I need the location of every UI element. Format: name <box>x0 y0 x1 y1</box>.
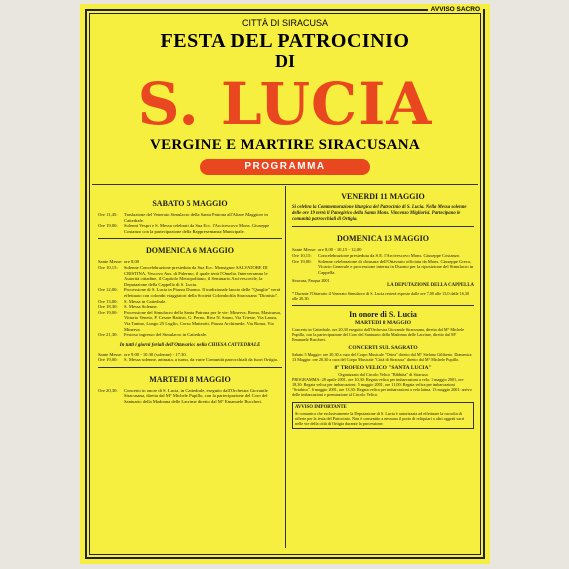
schedule-text: Concerto in onore di S. Lucia, in Cattedrale, eseguito dall'Orchestra Giovanile Siracusana, diretta dal M° Michele Pupillo, con la partecipazione del Coro del Santuario della Madonna delle Lacrime diretto dal M° Emanuele Buccheri. <box>124 387 268 405</box>
schedule-row <box>98 212 282 223</box>
schedule-row <box>98 287 282 298</box>
day-heading-domenica: DOMENICA 6 MAGGIO <box>146 246 234 256</box>
schedule-text: Processione di S. Lucia in Piazza Duomo. Il tradizionale lancio delle "Quaglie" verrà effettuato con colombi viaggiatori della Società Colombofila Siracusana "Dionisio". <box>124 287 281 298</box>
note-text: * Durante l'Ottavario il Venerato Simulacro di S. Lucia resterà esposto dalle ore 7,00 alle 13,0 dalle 16,30 alle 20,30. <box>292 290 470 301</box>
schedule-list-martedi <box>98 388 282 405</box>
schedule-time: Sante Messe: <box>98 351 123 357</box>
schedule-text: Processione del Simulacro della Santa Patrona per le vie: Minerva, Roma, Mastrarua, Vittorio Veneto, P. Cesare Battisti, G. Perno, Riva N. Sauro, Via Trieste, Via Lanza, Via Tanino, Lungo 25 Luglio, Corso Matteotti, Piazza Archimede, Via Roma, Via Minerva. <box>124 309 281 332</box>
schedule-text: Solenne Concelebrazione presieduta da Sua Ecc. Monsignor SALVATORE DI CRISTINA, Vescovo Aus. di Palermo, il quale terrà l'Omelia. Interverranno le Autorità cittadine, il Capitolo Metropolitano, il Seminario Arcivescovile, la Deputazione della Cappella di S. Lucia. <box>124 264 268 287</box>
title-main: S. LUCIA <box>137 70 433 138</box>
schedule-time: Ore 11,45: <box>98 212 118 217</box>
venerdi-text: Si celebra la Commemorazione liturgica del Patrocinio di S. Lucia. Nella Messa solenne delle ore 19 terrà il Panegirico della Santa Mons. Vincenzo Migliorisi. Partecipano le comunità parrocchiali di Ortigia. <box>292 205 467 222</box>
day-heading-martedi: MARTEDI 8 MAGGIO <box>149 374 231 384</box>
schedule-time: Ore 18,30: <box>98 304 118 310</box>
schedule-row <box>98 310 282 332</box>
schedule-time: Ore 19,00: <box>98 309 118 315</box>
schedule-time: Ore 21,30: <box>98 332 118 338</box>
day-heading-venerdi: VENERDI 11 MAGGIO <box>341 192 425 201</box>
schedule-row <box>98 388 282 405</box>
top-divider <box>92 184 478 185</box>
honor-concert-text: Concerto in Cattedrale, ore 20,30 eseguito dall'Orchestra Giovanile Siracusana, diretta dal M° Michele Pupillo, con la partecipazione del Coro del Santuario della Madonna delle Lacrime, diretto dal M° Emanuele Buccheri. <box>292 326 465 342</box>
schedule-text: Festoso ingresso del Simulacro in Cattedrale. <box>124 332 208 338</box>
schedule-time: Ore 20,30: <box>98 387 118 393</box>
schedule-list-sabato <box>98 212 282 234</box>
right-column <box>292 192 474 429</box>
signature: LA DEPUTAZIONE DELLA CAPPELLA <box>387 283 474 289</box>
feriali-heading: In tutti i giorni feriali dell'Ottavario: nella CHIESA CATTEDRALE <box>119 342 261 348</box>
day-heading-sabato: SABATO 5 MAGGIO <box>152 199 228 208</box>
trofeo-heading: 8° TROFEO VELICO "SANTA LUCIA" <box>334 364 432 371</box>
column-divider <box>285 186 286 548</box>
schedule-time: Ore 10,15: <box>98 264 118 270</box>
schedule-time: Sante Messe: <box>292 247 317 253</box>
schedule-list-feriali <box>98 352 282 363</box>
schedule-text: Solenni Vespri e S. Messa celebrati da Sua Ecc. l'Arcivescovo Mons. Giuseppe Costanzo con la partecipazione della Rappresentanza Municipale. <box>124 223 270 234</box>
divider <box>98 238 282 239</box>
avviso-text: Si comunica che esclusivamente la Deputazione di S. Lucia è autorizzata ad effettuare la raccolta di offerte per la festa del Patrocinio. Non è consentito a nessuno il porto di reliquiari o altri oggetti sacri nelle vie della città di Ortigia durante la processione. <box>295 410 465 426</box>
sagrato-heading: CONCERTI SUL SAGRATO <box>348 344 418 351</box>
schedule-row <box>98 223 282 234</box>
schedule-time: Ore 10,15: <box>292 252 312 258</box>
avviso-sacro-tag: AVVISO SACRO <box>428 6 483 13</box>
sign-date: Siracusa, Pasqua 2001 <box>292 278 330 284</box>
schedule-list-domenica-13 <box>292 247 474 275</box>
schedule-text: Traslazione del Venerato Simulacro della Santa Patrona all'Altare Maggiore in Cattedrale. <box>124 212 268 223</box>
schedule-time: Ore 19,00: <box>98 357 118 363</box>
schedule-row <box>98 265 282 287</box>
city-label: CITTÀ DI SIRACUSA <box>241 18 328 28</box>
schedule-time: Sante Messe: <box>98 259 123 265</box>
programma-badge: PROGRAMMA <box>200 159 370 175</box>
subtitle: VERGINE E MARTIRE SIRACUSANA <box>150 137 420 153</box>
schedule-row <box>98 332 282 338</box>
day-heading-domenica-13: DOMENICA 13 MAGGIO <box>337 234 429 244</box>
honor-heading: In onore di S. Lucia <box>349 309 417 319</box>
schedule-row <box>292 259 474 276</box>
festival-poster <box>80 4 490 564</box>
divider <box>292 305 474 306</box>
schedule-text: Solenne celebrazione di chiusura dell'Ottavario officiata da Mons. Giuseppe Greco, Vicario Generale e processione interna in Duomo per la riposizione del Simulacro in Cappella. <box>318 258 474 275</box>
schedule-text: S. Messa Solenne. <box>124 304 158 310</box>
schedule-time: Ore 19,00: <box>98 223 118 229</box>
sagrato-text: Sabato 5 Maggio: ore 20,30 a cura del Corpo Musicale "Ortea" diretto dal M° Stefano Giliberto. Domenica 13 Maggio: ore 20,30 a cura del Corpo Musicale "Città di Siracusa" diretto dal M° Michele Pupillo. <box>292 351 472 362</box>
schedule-time: Ore 19,00: <box>292 258 312 264</box>
schedule-row <box>98 357 282 363</box>
schedule-time: Ore 12,00: <box>98 287 118 293</box>
schedule-text: S. Messa in Cattedrale. <box>124 298 167 304</box>
schedule-text: ore 9.00 - 10.30 (solenne) - 17.30. <box>124 351 187 357</box>
schedule-text: ore 8,00 <box>124 259 140 265</box>
schedule-text: ore 8,00 - 10,15 - 12,00 <box>318 247 362 253</box>
schedule-text: S. Messa solenne, animata, a turno, da varie Comunità parrocchiali da fuori Ortigia. <box>124 357 278 363</box>
divider <box>292 226 474 227</box>
schedule-list-domenica <box>98 259 282 337</box>
avviso-heading: AVVISO IMPORTANTE <box>295 404 347 410</box>
honor-subheading: MARTEDI 8 MAGGIO <box>354 319 412 326</box>
schedule-text: Concelebrazione presieduta da S.E. l'Arcivescovo Mons. Giuseppe Costanzo. <box>318 252 461 258</box>
title-line-1: FESTA DEL PATROCINIO <box>160 30 410 52</box>
title-line-2: DI <box>274 51 295 71</box>
trofeo-subheading: Organizzato dal Circolo Velico "Bibbitta" di Siracusa <box>338 371 428 377</box>
left-column <box>98 192 282 405</box>
schedule-time: Ore 13,00: <box>98 298 118 304</box>
trofeo-text: PROGRAMMA: 28 aprile 2001, ore 10,30: Regata velica per imbarcazioni a vela. 1 maggio 2001, ore 18,30: Regata velica per imbarcazioni. 5 maggio 2001, ore 11,00: Regata velica per imbarcazioni "Sciabica". 6 maggio 2001, ore 13,30: Regata velica per imbarcazioni a vela latina. 13 maggio 2001: arrivo delle imbarcazioni e premiazione al Circolo Velico. <box>292 376 472 397</box>
avviso-box <box>292 402 474 429</box>
divider <box>98 367 282 368</box>
